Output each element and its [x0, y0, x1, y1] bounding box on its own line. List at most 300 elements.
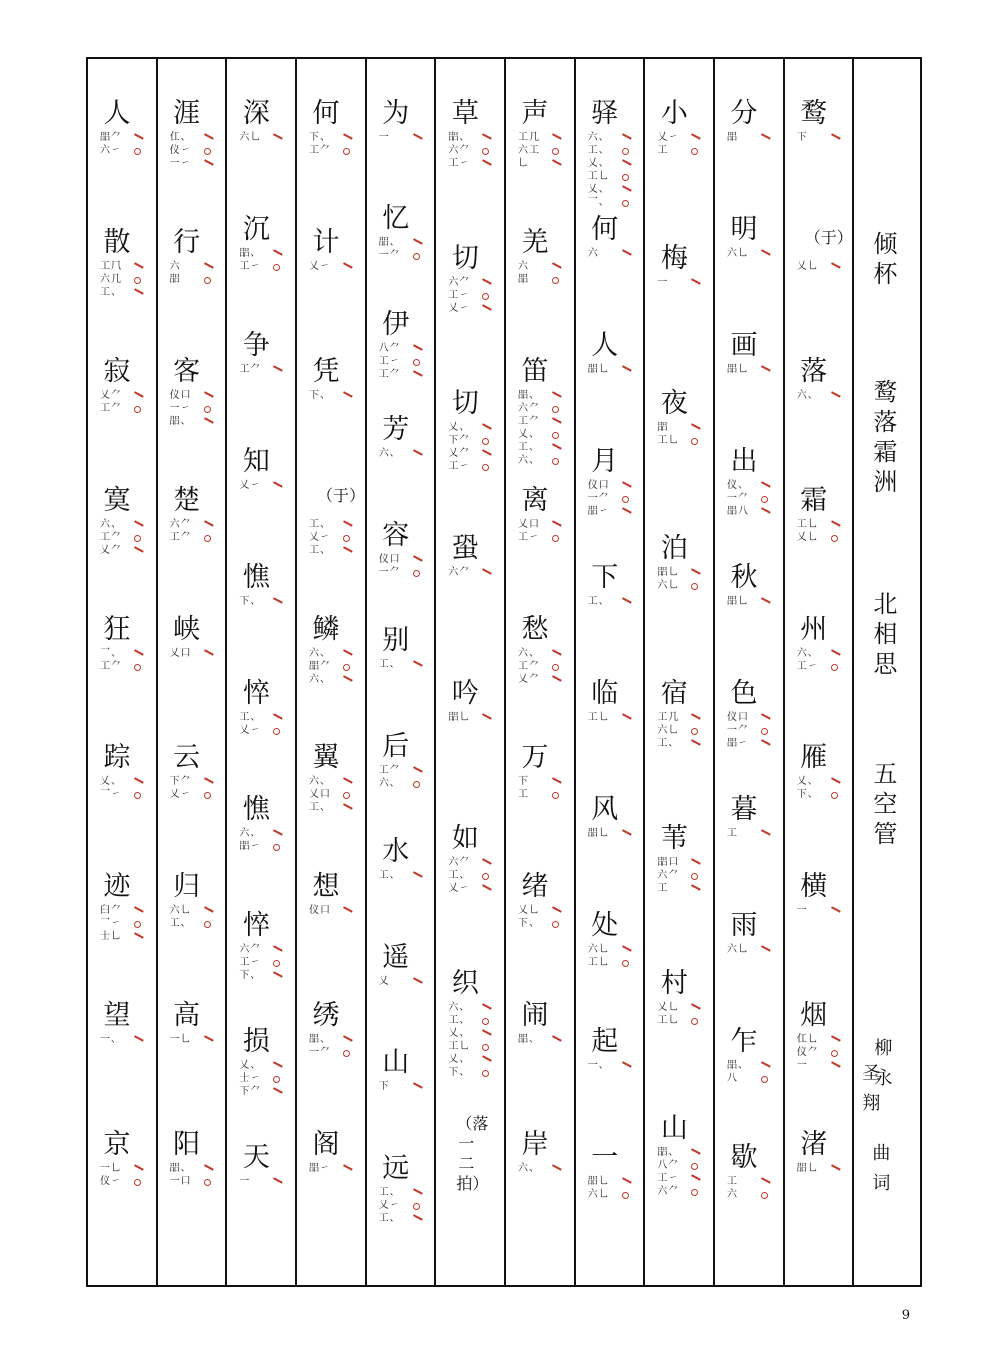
red-tick-mark	[409, 1188, 423, 1202]
gongche-notation: 㗊、	[518, 1034, 541, 1046]
lyric-char: 翼	[312, 742, 340, 774]
lyric-char: 宿	[660, 678, 688, 709]
red-tick-mark	[618, 507, 632, 521]
red-circle-mark	[273, 728, 280, 735]
lyric-char: 驿	[591, 98, 619, 129]
red-tick-mark	[409, 239, 423, 253]
lyric-char: 渚	[800, 1129, 828, 1161]
title-glyph: 圣	[862, 1063, 881, 1084]
gongche-notation: 六乚	[727, 248, 750, 259]
lyric-char: 遥	[382, 941, 410, 973]
red-tick-mark	[130, 778, 144, 792]
lyric-char: 一	[591, 1142, 619, 1173]
lyric-char: 鹜	[800, 98, 828, 129]
red-circle-mark	[831, 664, 838, 671]
lyric-char: 夜	[660, 388, 688, 419]
gongche-notation: 六	[587, 248, 599, 259]
red-tick-mark	[339, 520, 353, 534]
gongche-notation: 六乚	[727, 944, 750, 955]
red-circle-mark	[482, 438, 489, 445]
red-circle-mark	[831, 792, 838, 799]
red-circle-mark	[482, 1044, 489, 1051]
red-tick-mark	[200, 1164, 214, 1178]
red-tick-mark	[339, 907, 353, 921]
lyric-char: 争	[242, 330, 270, 361]
red-tick-mark	[688, 739, 702, 753]
red-tick-mark	[130, 933, 144, 947]
red-tick-mark	[270, 481, 284, 495]
gongche-notation: 㗊	[727, 132, 739, 143]
gongche-notation: 工⺇ 六几 工、	[100, 260, 122, 298]
gongche-notation: 㗊 工乚	[657, 422, 680, 446]
red-tick-mark	[827, 391, 841, 405]
title-glyph: 五	[873, 760, 898, 788]
gongche-notation: 一	[378, 132, 390, 143]
red-tick-mark	[479, 304, 493, 318]
title-glyph: 鹜	[873, 378, 898, 406]
lyric-char: 雁	[800, 742, 828, 774]
red-tick-mark	[479, 858, 493, 872]
red-tick-mark	[479, 278, 493, 292]
lyric-char: （于）	[317, 485, 366, 505]
gongche-notation: 仜、 仪㇀ 一㇀	[169, 132, 192, 169]
lyric-char: 苇	[660, 823, 688, 854]
red-circle-mark	[413, 570, 420, 577]
red-tick-mark	[339, 262, 353, 276]
red-circle-mark	[552, 148, 559, 155]
score-column-11	[785, 59, 855, 1285]
lyric-char: 涯	[173, 98, 201, 129]
red-circle-mark	[482, 873, 489, 880]
gongche-notation: 乂乚 下、	[518, 905, 541, 930]
lyric-char: 天	[242, 1142, 270, 1173]
red-circle-mark	[273, 844, 280, 851]
lyric-char: 风	[591, 794, 619, 825]
red-tick-mark	[200, 649, 214, 663]
red-circle-mark	[691, 1189, 698, 1196]
red-tick-mark	[548, 133, 562, 147]
red-circle-mark	[761, 728, 768, 735]
gongche-notation: 六、 工、 乂、 工乚 乂、 乛、	[587, 132, 610, 208]
red-circle-mark	[343, 792, 350, 799]
red-tick-mark	[757, 597, 771, 611]
lyric-char: 吟	[451, 678, 479, 709]
gongche-notation: 㗊乚	[587, 828, 610, 839]
title-glyph: 落	[873, 408, 898, 436]
gongche-notation: 仜乚 仪⺈ 一	[796, 1034, 819, 1072]
score-column-5	[367, 59, 437, 1285]
red-tick-mark	[409, 133, 423, 147]
gongche-notation: 一乚 仪㇀	[100, 1163, 122, 1188]
red-tick-mark	[270, 249, 284, 263]
red-tick-mark	[270, 971, 284, 985]
score-column-4	[297, 59, 367, 1285]
red-tick-mark	[827, 778, 841, 792]
gongche-notation: 工、 乂㇀	[239, 712, 262, 736]
lyric-char: （落一二拍）	[456, 1114, 489, 1193]
red-tick-mark	[200, 133, 214, 147]
lyric-char: 月	[591, 446, 619, 477]
red-circle-mark	[134, 535, 141, 542]
title-glyph: 相	[873, 620, 898, 648]
red-tick-mark	[270, 133, 284, 147]
red-tick-mark	[618, 185, 632, 199]
red-tick-mark	[409, 555, 423, 569]
red-circle-mark	[134, 1179, 141, 1186]
red-tick-mark	[479, 1003, 493, 1017]
lyric-char: 京	[103, 1129, 131, 1161]
gongche-notation: 六乚 工乚	[587, 944, 610, 968]
gongche-notation: 工、	[378, 870, 401, 882]
lyric-char: 雨	[730, 910, 758, 941]
lyric-char: 出	[730, 446, 758, 477]
gongche-notation: 六乚 工、	[169, 905, 192, 930]
lyric-char: 万	[521, 742, 549, 774]
lyric-char: 岸	[521, 1129, 549, 1161]
lyric-char: 愁	[521, 613, 549, 645]
red-circle-mark	[552, 406, 559, 413]
gongche-notation: 工	[727, 828, 739, 839]
red-circle-mark	[691, 583, 698, 590]
lyric-char: 容	[382, 519, 410, 551]
red-circle-mark	[204, 792, 211, 799]
red-tick-mark	[688, 1003, 702, 1017]
red-tick-mark	[618, 159, 632, 173]
red-tick-mark	[130, 907, 144, 921]
gongche-notation: 工、	[587, 596, 610, 607]
gongche-notation: 㗊乚	[727, 596, 750, 607]
gongche-notation: 乂口 工㇀	[518, 518, 541, 543]
lyric-char: 憔	[242, 562, 270, 593]
lyric-char: 峡	[173, 613, 201, 645]
gongche-notation: 一乚	[169, 1034, 192, 1046]
gongche-notation: 㗊、 一口	[169, 1163, 192, 1188]
gongche-notation: 六、 工⺈ 乂⺈	[100, 518, 122, 556]
red-tick-mark	[688, 133, 702, 147]
gongche-notation: 六⺈ 工㇀ 乂㇀	[448, 277, 471, 314]
score-column-3	[227, 59, 297, 1285]
red-tick-mark	[339, 778, 353, 792]
title-glyph: 柳	[874, 1038, 893, 1059]
red-tick-mark	[688, 568, 702, 582]
red-tick-mark	[618, 249, 632, 263]
red-tick-mark	[479, 449, 493, 463]
gongche-notation: 仪口 一⺈ 㗊㇀	[587, 480, 610, 517]
red-tick-mark	[757, 133, 771, 147]
gongche-notation: 乂㇀	[309, 260, 332, 272]
gongche-notation: 㗊、 一⺈	[378, 237, 401, 262]
gongche-notation: 下、	[239, 596, 262, 607]
title-glyph: 翔	[862, 1093, 881, 1114]
lyric-char: 阁	[312, 1129, 340, 1161]
red-circle-mark	[343, 664, 350, 671]
lyric-char: 何	[591, 214, 619, 245]
gongche-notation: 下、 工⺈	[309, 132, 332, 156]
red-tick-mark	[757, 1177, 771, 1191]
score-column-8	[576, 59, 646, 1285]
red-tick-mark	[270, 365, 284, 379]
lyric-char: 寞	[103, 484, 131, 516]
gongche-notation: 㗊乚	[448, 712, 471, 723]
gongche-notation: 仪口 一⺈	[378, 553, 401, 578]
red-circle-mark	[691, 148, 698, 155]
red-tick-mark	[757, 1061, 771, 1075]
score-page	[86, 57, 922, 1287]
lyric-char: 村	[660, 968, 688, 999]
red-circle-mark	[273, 960, 280, 967]
red-tick-mark	[130, 262, 144, 276]
red-circle-mark	[622, 496, 629, 503]
red-tick-mark	[130, 1164, 144, 1178]
red-tick-mark	[827, 133, 841, 147]
gongche-notation: 乂、 下⺈ 乂⺈ 工㇀	[448, 422, 471, 472]
gongche-notation: 仪口	[309, 905, 332, 917]
red-circle-mark	[134, 792, 141, 799]
red-tick-mark	[409, 450, 423, 464]
red-circle-mark	[204, 148, 211, 155]
lyric-char: 远	[382, 1152, 410, 1184]
lyric-char: 沉	[242, 214, 270, 245]
lyric-char: 羌	[521, 226, 549, 258]
red-tick-mark	[200, 391, 214, 405]
red-tick-mark	[548, 649, 562, 663]
lyric-char: 知	[242, 446, 270, 477]
lyric-char: 烟	[800, 1000, 828, 1032]
gongche-notation: 㗊㇀	[309, 1163, 332, 1175]
red-circle-mark	[482, 148, 489, 155]
red-circle-mark	[761, 1076, 768, 1083]
red-circle-mark	[134, 921, 141, 928]
title-glyph: 永	[874, 1068, 893, 1089]
score-column-10	[715, 59, 785, 1285]
red-circle-mark	[622, 174, 629, 181]
gongche-notation: 六⺈ 工、 乂㇀	[448, 857, 471, 894]
red-tick-mark	[339, 804, 353, 818]
red-tick-mark	[409, 766, 423, 780]
score-column-1	[88, 59, 158, 1285]
red-tick-mark	[409, 977, 423, 991]
lyric-char: 歇	[730, 1142, 758, 1173]
lyric-char: 悴	[242, 910, 270, 941]
lyric-char: 梅	[660, 243, 688, 274]
red-tick-mark	[548, 1164, 562, 1178]
lyric-char: 明	[730, 214, 758, 245]
red-circle-mark	[482, 1070, 489, 1077]
lyric-char: 伊	[382, 308, 410, 340]
red-tick-mark	[688, 1174, 702, 1188]
red-circle-mark	[204, 921, 211, 928]
title-glyph: 北	[873, 590, 898, 618]
gongche-notation: 乂乚	[796, 260, 819, 272]
red-tick-mark	[548, 417, 562, 431]
red-tick-mark	[270, 1061, 284, 1075]
gongche-notation: 六、 工⺈ 乂⺈	[518, 647, 541, 685]
red-tick-mark	[130, 288, 144, 302]
red-tick-mark	[339, 133, 353, 147]
red-circle-mark	[273, 264, 280, 271]
lyric-char: 笛	[521, 355, 549, 387]
gongche-notation: 下	[796, 132, 808, 143]
gongche-notation: 乛、 工⺈	[100, 647, 122, 672]
red-tick-mark	[130, 391, 144, 405]
subtitle-char	[868, 377, 902, 497]
lyric-char: 鳞	[312, 613, 340, 645]
lyric-char: 切	[451, 243, 479, 274]
red-tick-mark	[270, 597, 284, 611]
red-circle-mark	[552, 458, 559, 465]
lyric-char: 踪	[103, 742, 131, 774]
lyric-char: 憔	[242, 794, 270, 825]
red-tick-mark	[757, 249, 771, 263]
red-circle-mark	[482, 1018, 489, 1025]
red-tick-mark	[479, 1029, 493, 1043]
title-glyph: 管	[873, 820, 898, 848]
red-tick-mark	[688, 884, 702, 898]
gongche-notation: 下、	[309, 389, 332, 401]
red-tick-mark	[827, 520, 841, 534]
red-tick-mark	[270, 713, 284, 727]
red-circle-mark	[552, 432, 559, 439]
lyric-char: 凭	[312, 355, 340, 387]
red-tick-mark	[757, 365, 771, 379]
red-tick-mark	[339, 1035, 353, 1049]
red-tick-mark	[688, 858, 702, 872]
gongche-notation: 六、	[378, 448, 401, 460]
gongche-notation: 工⺈	[239, 364, 262, 375]
red-tick-mark	[409, 871, 423, 885]
lyric-char: 绪	[521, 871, 549, 903]
red-tick-mark	[479, 568, 493, 582]
lyric-char: 乍	[730, 1026, 758, 1057]
gongche-notation: 六、 工、 乂、 工乚 乂、 下、	[448, 1002, 471, 1078]
lyric-char: 色	[730, 678, 758, 709]
gongche-notation: 下 工	[518, 776, 530, 801]
gongche-notation: 乂㇀	[239, 480, 262, 491]
lyric-char: 忆	[382, 203, 410, 235]
red-circle-mark	[413, 359, 420, 366]
red-tick-mark	[548, 520, 562, 534]
title-glyph: 词	[872, 1173, 891, 1194]
red-tick-mark	[200, 1035, 214, 1049]
red-tick-mark	[827, 1035, 841, 1049]
lyric-char: 芳	[382, 414, 410, 446]
red-tick-mark	[757, 945, 771, 959]
red-circle-mark	[134, 664, 141, 671]
red-tick-mark	[548, 262, 562, 276]
red-tick-mark	[200, 417, 214, 431]
gongche-notation: 㗊口 六⺈ 工	[657, 857, 680, 894]
red-tick-mark	[479, 423, 493, 437]
red-tick-mark	[688, 1148, 702, 1162]
gongche-notation: 乂	[378, 975, 390, 987]
lyric-char: 客	[173, 355, 201, 387]
lyric-char: 计	[312, 226, 340, 258]
gongche-notation: 工几 六乚 工、	[657, 712, 680, 749]
lyric-char: 切	[451, 388, 479, 419]
red-tick-mark	[757, 713, 771, 727]
title-glyph: 曲	[872, 1143, 891, 1164]
red-circle-mark	[134, 277, 141, 284]
red-tick-mark	[130, 1035, 144, 1049]
lyric-char: 泊	[660, 533, 688, 564]
gongche-notation: 八⺈ 工㇀ 工⺈	[378, 342, 401, 380]
lyric-char: 水	[382, 836, 410, 868]
gongche-notation: 工、	[378, 659, 401, 671]
red-tick-mark	[479, 884, 493, 898]
tune-name	[868, 589, 902, 679]
red-tick-mark	[548, 675, 562, 689]
red-tick-mark	[618, 829, 632, 843]
red-tick-mark	[200, 159, 214, 173]
gongche-notation: 㗊乚	[796, 1163, 819, 1175]
gongche-notation: 六、	[796, 389, 819, 401]
lyric-char: 离	[521, 484, 549, 516]
score-column-6	[436, 59, 506, 1285]
red-tick-mark	[548, 1035, 562, 1049]
lyric-char: 后	[382, 730, 410, 762]
gongche-notation: 六、 㗊⺈ 六、	[309, 647, 332, 685]
lyric-char: 画	[730, 330, 758, 361]
title-column	[854, 59, 920, 1285]
lyric-char: 想	[312, 871, 340, 903]
gongche-notation: 六乚	[239, 132, 262, 143]
lyric-char: 散	[103, 226, 131, 258]
lyric-char: 深	[242, 98, 270, 129]
red-tick-mark	[200, 907, 214, 921]
red-tick-mark	[618, 481, 632, 495]
gongche-notation: 仪口 一㇀ 㗊、	[169, 389, 192, 427]
red-tick-mark	[757, 507, 771, 521]
red-tick-mark	[618, 133, 632, 147]
lyric-char: 落	[800, 355, 828, 387]
red-tick-mark	[688, 278, 702, 292]
red-tick-mark	[618, 1177, 632, 1191]
author-line2	[854, 1059, 888, 1119]
red-circle-mark	[552, 277, 559, 284]
gongche-notation: 㗊⺈ 六㇀	[100, 132, 122, 156]
red-tick-mark	[130, 520, 144, 534]
lyric-char: 人	[591, 330, 619, 361]
red-tick-mark	[548, 443, 562, 457]
gongche-notation: 六 㗊	[169, 260, 181, 285]
gongche-notation: 乂、 士㇀ 下⺈	[239, 1060, 262, 1097]
red-tick-mark	[339, 649, 353, 663]
page-number: 9	[901, 1308, 910, 1323]
gongche-notation: 仪、 一⺈ 㗊八	[727, 480, 750, 517]
red-circle-mark	[691, 1018, 698, 1025]
red-circle-mark	[761, 1192, 768, 1199]
gongche-notation: 六⺈ 工㇀ 下、	[239, 944, 262, 981]
gongche-notation: 㗊、 工㇀	[239, 248, 262, 272]
red-tick-mark	[200, 520, 214, 534]
score-column-9	[645, 59, 715, 1285]
red-tick-mark	[757, 739, 771, 753]
mode-name	[868, 759, 902, 849]
red-tick-mark	[548, 159, 562, 173]
red-circle-mark	[831, 1050, 838, 1057]
lyric-char: （于）	[804, 227, 853, 247]
red-tick-mark	[618, 713, 632, 727]
title-char	[868, 229, 902, 289]
lyric-char: 云	[173, 742, 201, 774]
gongche-notation: 乂、 下、	[796, 776, 819, 801]
red-tick-mark	[827, 1164, 841, 1178]
gongche-notation: 㗊乚 六乚	[587, 1176, 610, 1200]
lyric-char: 阳	[173, 1129, 201, 1161]
red-tick-mark	[270, 1177, 284, 1191]
gongche-notation: 㗊乚	[727, 364, 750, 375]
red-circle-mark	[204, 535, 211, 542]
